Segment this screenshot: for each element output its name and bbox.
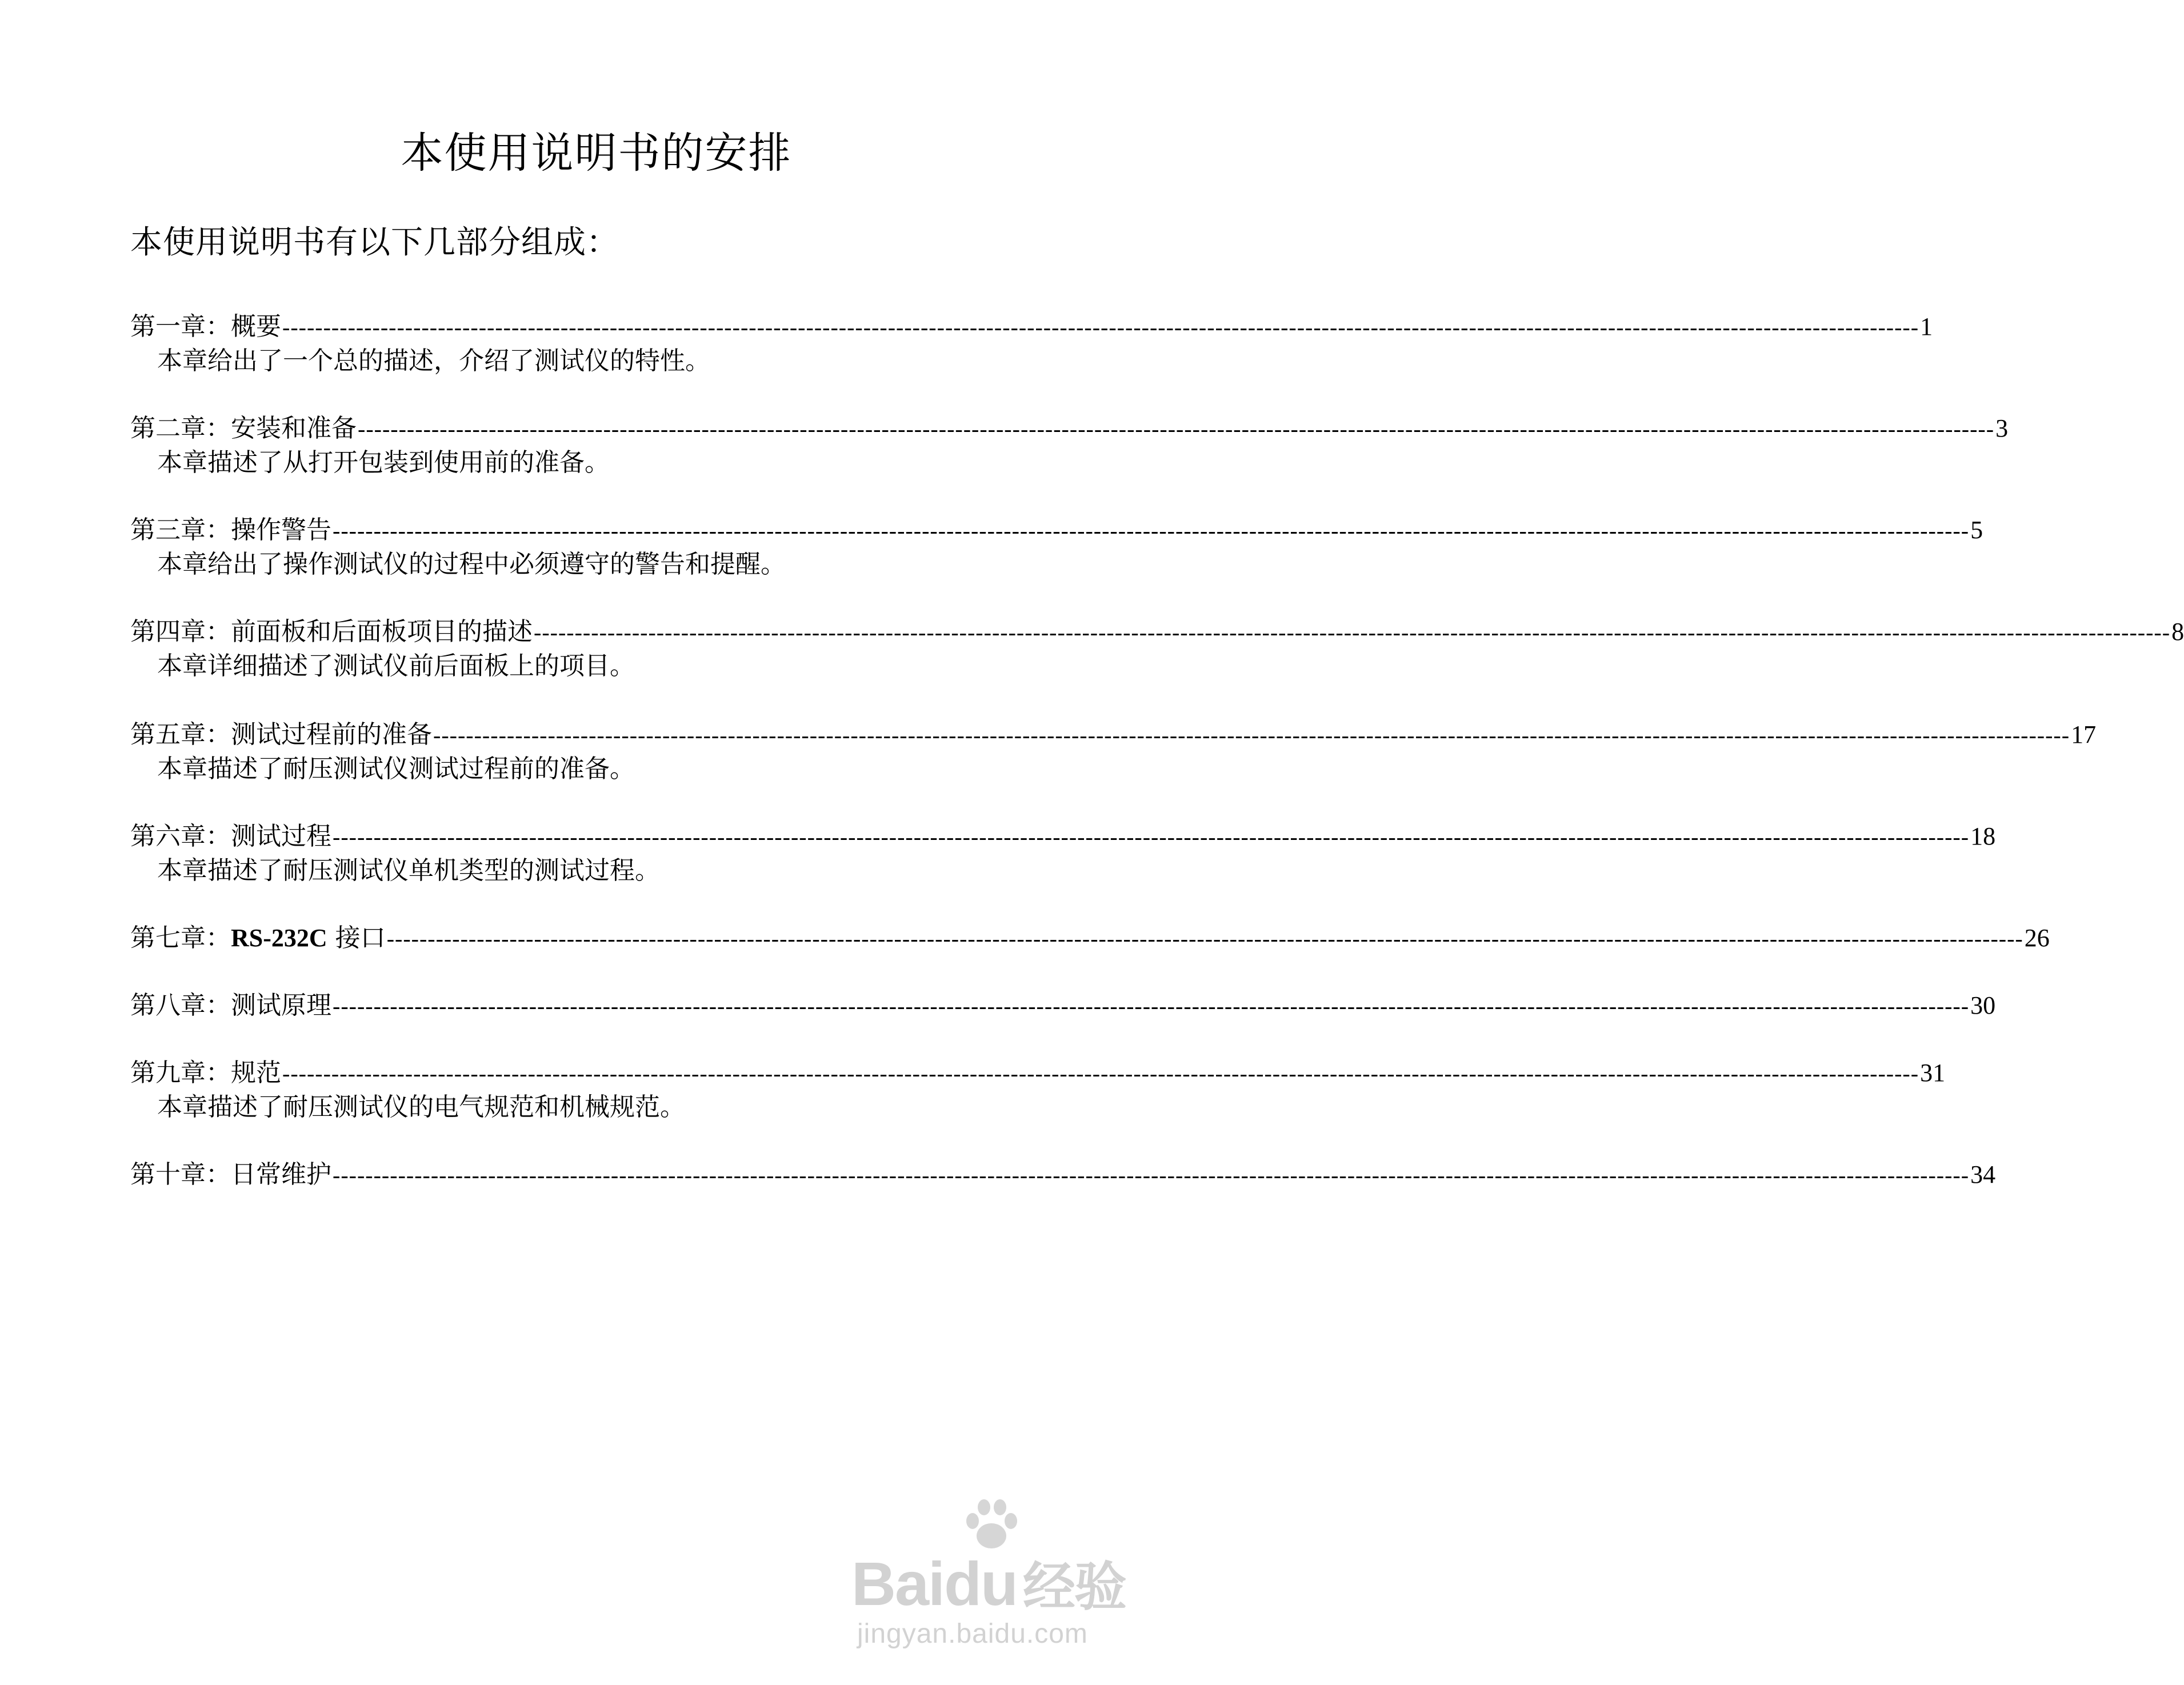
toc-page-number: 26 — [2024, 924, 2050, 952]
toc-entry-5 — [130, 717, 2097, 753]
toc-entry-6 — [130, 818, 1996, 855]
toc-page-number: 34 — [1970, 1160, 1996, 1188]
toc-page-number: 17 — [2071, 721, 2097, 749]
toc-entry-label: 第一章：概要 — [130, 312, 281, 341]
toc-page-number: 18 — [1970, 822, 1996, 850]
toc-entry-4 — [130, 614, 2184, 650]
toc-dot-leader: -------------------------------------------------------------------------------------------------------------------------------------------------------------------------------------------------------- — [433, 722, 2070, 748]
toc-entry-label: 第九章：规范 — [130, 1058, 281, 1087]
toc-entry-label: 第十章：日常维护 — [130, 1160, 331, 1189]
toc-entry-label: 第六章：测试过程 — [130, 822, 331, 851]
toc-entry-8 — [130, 987, 1996, 1024]
toc-entry-2 — [130, 410, 2009, 447]
toc-entry-3 — [130, 512, 1983, 549]
toc-dot-leader: -------------------------------------------------------------------------------------------------------------------------------------------------------------------------------------------------------- — [333, 1162, 1970, 1188]
toc-page-number: 8 — [2171, 618, 2184, 646]
toc-entry-label: 第二章：安装和准备 — [130, 414, 357, 443]
toc-entry-label-suffix: 接口 — [327, 923, 386, 952]
toc-entry-label: 第三章：操作警告 — [130, 515, 331, 545]
toc-entry-label: 第八章：测试原理 — [130, 991, 331, 1020]
toc-entry-label: 第五章：测试过程前的准备 — [130, 720, 432, 749]
toc-entry-description: 本章给出了操作测试仪的过程中必须遵守的警告和提醒。 — [157, 550, 786, 579]
toc-entry-label: 第四章：前面板和后面板项目的描述 — [130, 617, 533, 646]
toc-entry-description: 本章描述了从打开包装到使用前的准备。 — [157, 448, 610, 477]
toc-entry-label-bold: RS-232C — [231, 924, 327, 952]
baidu-jingyan-watermark — [851, 1497, 1160, 1651]
toc-dot-leader: -------------------------------------------------------------------------------------------------------------------------------------------------------------------------------------------------------- — [534, 619, 2171, 645]
toc-page-number: 5 — [1970, 516, 1983, 544]
toc-entry-label-prefix: 第七章： — [130, 923, 231, 952]
toc-dot-leader: -------------------------------------------------------------------------------------------------------------------------------------------------------------------------------------------------------- — [386, 926, 2023, 951]
toc-entry-description: 本章详细描述了测试仪前后面板上的项目。 — [157, 651, 635, 681]
paw-icon — [960, 1497, 1023, 1554]
toc-entry-9 — [130, 1055, 1946, 1091]
toc-entry-description: 本章描述了耐压测试仪单机类型的测试过程。 — [157, 856, 660, 885]
toc-entry-description: 本章描述了耐压测试仪的电气规范和机械规范。 — [157, 1092, 685, 1122]
watermark-brand-cn: 经验 — [1023, 1556, 1126, 1618]
intro-heading: 本使用说明书有以下几部分组成： — [130, 224, 619, 261]
toc-dot-leader: -------------------------------------------------------------------------------------------------------------------------------------------------------------------------------------------------------- — [282, 314, 1919, 340]
toc-dot-leader: -------------------------------------------------------------------------------------------------------------------------------------------------------------------------------------------------------- — [333, 993, 1970, 1019]
watermark-url: jingyan.baidu.com — [857, 1619, 1088, 1649]
toc-dot-leader: -------------------------------------------------------------------------------------------------------------------------------------------------------------------------------------------------------- — [282, 1060, 1919, 1086]
toc-entry-label — [130, 920, 386, 956]
toc-entry-description: 本章描述了耐压测试仪测试过程前的准备。 — [157, 754, 635, 783]
toc-dot-leader: -------------------------------------------------------------------------------------------------------------------------------------------------------------------------------------------------------- — [333, 518, 1970, 543]
toc-page-number: 30 — [1970, 991, 1996, 1019]
toc-page-number: 1 — [1920, 313, 1933, 341]
watermark-brand — [851, 1550, 1126, 1622]
watermark-brand-a: Bai — [851, 1549, 945, 1618]
toc-dot-leader: -------------------------------------------------------------------------------------------------------------------------------------------------------------------------------------------------------- — [333, 824, 1970, 850]
page-title: 本使用说明书的安排 — [401, 129, 792, 178]
toc-entry-7 — [130, 920, 2050, 956]
watermark-brand-b: du — [944, 1549, 1018, 1618]
toc-entry-1 — [130, 309, 1933, 345]
toc-page-number: 31 — [1920, 1059, 1946, 1087]
toc-dot-leader: -------------------------------------------------------------------------------------------------------------------------------------------------------------------------------------------------------- — [358, 416, 1995, 442]
toc-page-number: 3 — [1995, 414, 2009, 442]
toc-entry-10 — [130, 1156, 1996, 1193]
toc-entry-description: 本章给出了一个总的描述，介绍了测试仪的特性。 — [157, 346, 710, 375]
